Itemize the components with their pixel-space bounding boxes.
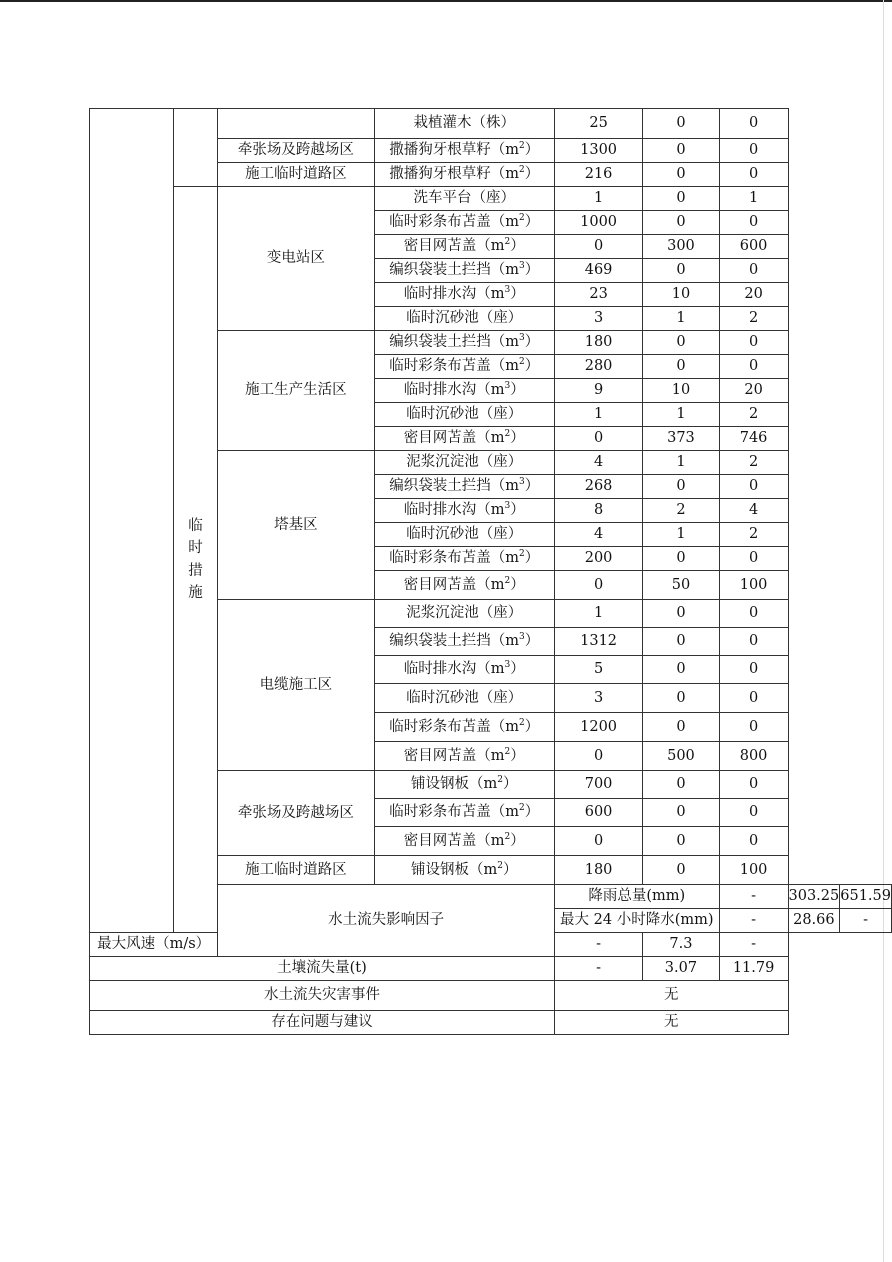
value-cell: 1 [643,307,719,331]
value-cell: 0 [643,799,719,827]
measure-text: 铺设钢板（m [410,776,498,793]
zone-cell: 电缆施工区 [218,600,374,771]
unit-exponent: 3 [504,381,511,392]
table-row [90,109,892,139]
value-cell: 20 [719,379,788,403]
temp-measures-label [173,187,218,933]
value-cell: 0 [643,827,719,856]
unit-exponent: 2 [504,237,511,248]
value-cell: 28.66 [788,909,840,933]
value-cell: 600 [719,235,788,259]
vertical-char: 时 [188,540,203,557]
factors-label: 水土流失影响因子 [218,885,555,957]
measure-cell [374,547,554,571]
vertical-char: 施 [188,584,203,601]
unit-exponent: 2 [497,860,503,871]
value-cell: 0 [643,355,719,379]
close-paren: ） [524,142,540,159]
value-cell: 0 [554,235,642,259]
value-cell: 0 [719,827,788,856]
measure-cell [374,827,554,856]
measure-text: 临时彩条布苫盖（m [389,718,519,735]
value-cell: - [840,909,892,933]
measure-text: 临时彩条布苫盖（m [389,358,519,375]
value-cell: 1 [554,187,642,211]
unit-exponent: 3 [518,333,525,344]
measure-cell [374,307,554,331]
unit-exponent: 2 [518,717,525,728]
measure-text: 临时沉砂池（座） [406,689,523,706]
measure-cell [374,451,554,475]
measure-text: 临时彩条布苫盖（m [389,804,519,821]
value-cell: 268 [554,475,642,499]
value-cell: 0 [643,856,719,885]
value-cell: 10 [643,283,719,307]
value-cell: 216 [554,163,642,187]
zone-cell: 施工临时道路区 [218,856,374,885]
value-cell: 0 [719,684,788,713]
measure-text: 泥浆沉淀池（座） [406,605,523,622]
unit-exponent: 2 [518,549,525,560]
close-paren: ） [524,214,540,231]
value-cell: 1 [643,403,719,427]
close-paren: ） [524,262,540,279]
value-cell: 23 [554,283,642,307]
value-cell: 0 [719,355,788,379]
measure-cell [374,259,554,283]
measure-text: 临时沉砂池（座） [406,310,523,327]
measure-cell [374,684,554,713]
empty-cell [90,109,174,933]
value-cell: 0 [719,799,788,827]
value-cell: 0 [719,628,788,656]
measure-text: 临时沉砂池（座） [406,526,523,543]
close-paren: ） [510,382,525,399]
value-cell: 4 [719,499,788,523]
close-paren: ） [502,776,518,793]
value-cell: 0 [643,475,719,499]
table-row [90,957,892,981]
value-cell: 469 [554,259,642,283]
close-paren: ） [524,166,540,183]
soil-loss-label: 土壤流失量(t) [90,957,555,981]
measure-text: 泥浆沉淀池（座） [406,454,523,471]
zone-cell: 施工生产生活区 [218,331,374,451]
unit-exponent: 2 [497,775,503,786]
unit-exponent: 2 [504,575,511,586]
value-cell: 600 [554,799,642,827]
value-cell: 0 [719,139,788,163]
measure-text: 临时彩条布苫盖（m [389,214,519,231]
value-cell: 0 [643,684,719,713]
value-cell: 5 [554,656,642,684]
unit-exponent: 3 [504,285,511,296]
close-paren: ） [524,804,540,821]
measure-text: 栽植灌木（株） [413,115,515,132]
measure-text: 编织袋装土拦挡（m [389,334,519,351]
value-cell: 0 [643,547,719,571]
measure-text: 编织袋装土拦挡（m [389,262,519,279]
value-cell: 4 [554,523,642,547]
value-cell: 651.59 [840,885,892,909]
value-cell: 25 [554,109,642,139]
close-paren: ） [524,550,540,567]
value-cell: 0 [643,713,719,742]
value-cell: 0 [643,771,719,799]
value-cell: 0 [554,827,642,856]
measure-cell [374,427,554,451]
value-cell: 9 [554,379,642,403]
value-cell: 0 [719,547,788,571]
value-cell: 3 [554,307,642,331]
measure-cell [374,139,554,163]
close-paren: ） [502,861,518,878]
close-paren: ） [524,633,540,650]
measure-cell [374,235,554,259]
value-cell: 10 [643,379,719,403]
value-cell: 0 [719,475,788,499]
measure-cell [374,403,554,427]
measure-cell [374,742,554,771]
close-paren: ） [524,358,540,375]
value-cell: 0 [719,259,788,283]
measure-text: 临时排水沟（m [403,382,505,399]
table-row [90,1011,892,1035]
value-cell: 0 [643,600,719,628]
value-cell: 100 [719,856,788,885]
close-paren: ） [510,286,525,303]
unit-exponent: 3 [518,261,525,272]
measure-cell [374,283,554,307]
value-cell: 303.25 [788,885,840,909]
factor-label: 最大风速（m/s） [90,933,218,957]
measure-text: 撒播狗牙根草籽（m [389,142,519,159]
measure-text: 编织袋装土拦挡（m [389,633,519,650]
value-cell: 280 [554,355,642,379]
measure-cell [374,475,554,499]
measure-cell [374,187,554,211]
value-cell: 300 [643,235,719,259]
measure-cell [374,523,554,547]
factor-label: 最大 24 小时降水(mm) [554,909,719,933]
unit-exponent: 2 [504,429,511,440]
value-cell: 50 [643,571,719,600]
value-cell: 1300 [554,139,642,163]
value-cell: 20 [719,283,788,307]
zone-cell: 变电站区 [218,187,374,331]
measure-cell [374,856,554,885]
value-cell: 373 [643,427,719,451]
close-paren: ） [510,832,525,849]
measure-cell [374,799,554,827]
close-paren: ） [524,334,540,351]
disaster-value: 无 [554,981,788,1011]
value-cell: 1 [554,403,642,427]
measure-text: 洗车平台（座） [413,190,515,207]
value-cell: 180 [554,856,642,885]
value-cell: 0 [643,109,719,139]
issues-label: 存在问题与建议 [90,1011,555,1035]
empty-cell [173,109,218,187]
unit-exponent: 3 [518,632,525,643]
value-cell: 3.07 [643,957,719,981]
value-cell: 1312 [554,628,642,656]
value-cell: 0 [643,139,719,163]
value-cell: 0 [719,600,788,628]
measure-cell [374,163,554,187]
value-cell: 0 [554,427,642,451]
value-cell: 0 [719,771,788,799]
measure-text: 临时彩条布苫盖（m [389,550,519,567]
value-cell: 8 [554,499,642,523]
value-cell: 0 [643,628,719,656]
close-paren: ） [510,238,525,255]
unit-exponent: 3 [504,501,511,512]
value-cell: 0 [554,742,642,771]
value-cell: 0 [643,211,719,235]
value-cell: 1 [643,451,719,475]
value-cell: 180 [554,331,642,355]
value-cell: 500 [643,742,719,771]
measure-text: 临时排水沟（m [403,661,505,678]
measure-cell [374,628,554,656]
value-cell: 0 [719,163,788,187]
measure-cell [374,211,554,235]
value-cell: 2 [719,523,788,547]
value-cell: 0 [643,187,719,211]
measure-text: 撒播狗牙根草籽（m [389,166,519,183]
value-cell: 100 [719,571,788,600]
value-cell: 1 [719,187,788,211]
measure-cell [374,713,554,742]
measure-text: 密目网苫盖（m [403,238,505,255]
value-cell: 3 [554,684,642,713]
measure-text: 临时排水沟（m [403,502,505,519]
value-cell: 746 [719,427,788,451]
value-cell: 1200 [554,713,642,742]
close-paren: ） [510,502,525,519]
value-cell: 2 [719,451,788,475]
unit-exponent: 2 [504,746,511,757]
value-cell: - [719,933,788,957]
value-cell: 4 [554,451,642,475]
value-cell: 0 [719,713,788,742]
measure-text: 密目网苫盖（m [403,747,505,764]
empty-cell [218,109,374,139]
measure-cell [374,379,554,403]
value-cell: 200 [554,547,642,571]
close-paren: ） [510,430,525,447]
value-cell: 1 [554,600,642,628]
value-cell: 2 [719,403,788,427]
monitoring-table [89,108,892,1035]
measure-text: 铺设钢板（m [410,861,498,878]
value-cell: 0 [719,211,788,235]
zone-cell: 牵张场及跨越场区 [218,139,374,163]
vertical-char: 临 [188,517,203,534]
table-row [90,981,892,1011]
issues-value: 无 [554,1011,788,1035]
page-top-border [0,0,892,2]
measure-cell [374,771,554,799]
close-paren: ） [510,661,525,678]
unit-exponent: 2 [518,357,525,368]
value-cell: 0 [719,331,788,355]
value-cell: 11.79 [719,957,788,981]
measure-cell [374,571,554,600]
table-row [90,187,892,211]
unit-exponent: 2 [518,165,525,176]
value-cell: 0 [643,331,719,355]
value-cell: 800 [719,742,788,771]
measure-cell [374,109,554,139]
vertical-char: 措 [188,562,203,579]
value-cell: 0 [643,656,719,684]
disaster-label: 水土流失灾害事件 [90,981,555,1011]
close-paren: ） [510,747,525,764]
measure-text: 临时沉砂池（座） [406,406,523,423]
measure-text: 密目网苫盖（m [403,832,505,849]
value-cell: 0 [719,656,788,684]
unit-exponent: 2 [518,141,525,152]
value-cell: - [554,957,642,981]
unit-exponent: 2 [518,803,525,814]
unit-exponent: 3 [504,660,511,671]
measure-cell [374,499,554,523]
value-cell: - [719,885,788,909]
measure-cell [374,600,554,628]
measure-text: 临时排水沟（m [403,286,505,303]
value-cell: - [719,909,788,933]
zone-cell: 塔基区 [218,451,374,600]
value-cell: 0 [643,259,719,283]
factor-label: 降雨总量(mm) [554,885,719,909]
close-paren: ） [524,478,540,495]
close-paren: ） [510,576,525,593]
value-cell: 2 [643,499,719,523]
measure-text: 编织袋装土拦挡（m [389,478,519,495]
measure-text: 密目网苫盖（m [403,430,505,447]
value-cell: 1 [643,523,719,547]
measure-text: 密目网苫盖（m [403,576,505,593]
zone-cell: 牵张场及跨越场区 [218,771,374,856]
value-cell: 0 [554,571,642,600]
value-cell: 0 [719,109,788,139]
unit-exponent: 2 [518,213,525,224]
close-paren: ） [524,718,540,735]
value-cell: 7.3 [643,933,719,957]
value-cell: 2 [719,307,788,331]
unit-exponent: 2 [504,831,511,842]
unit-exponent: 3 [518,477,525,488]
measure-cell [374,656,554,684]
value-cell: 700 [554,771,642,799]
value-cell: 1000 [554,211,642,235]
measure-cell [374,331,554,355]
value-cell: 0 [643,163,719,187]
measure-cell [374,355,554,379]
value-cell: - [554,933,642,957]
zone-cell: 施工临时道路区 [218,163,374,187]
